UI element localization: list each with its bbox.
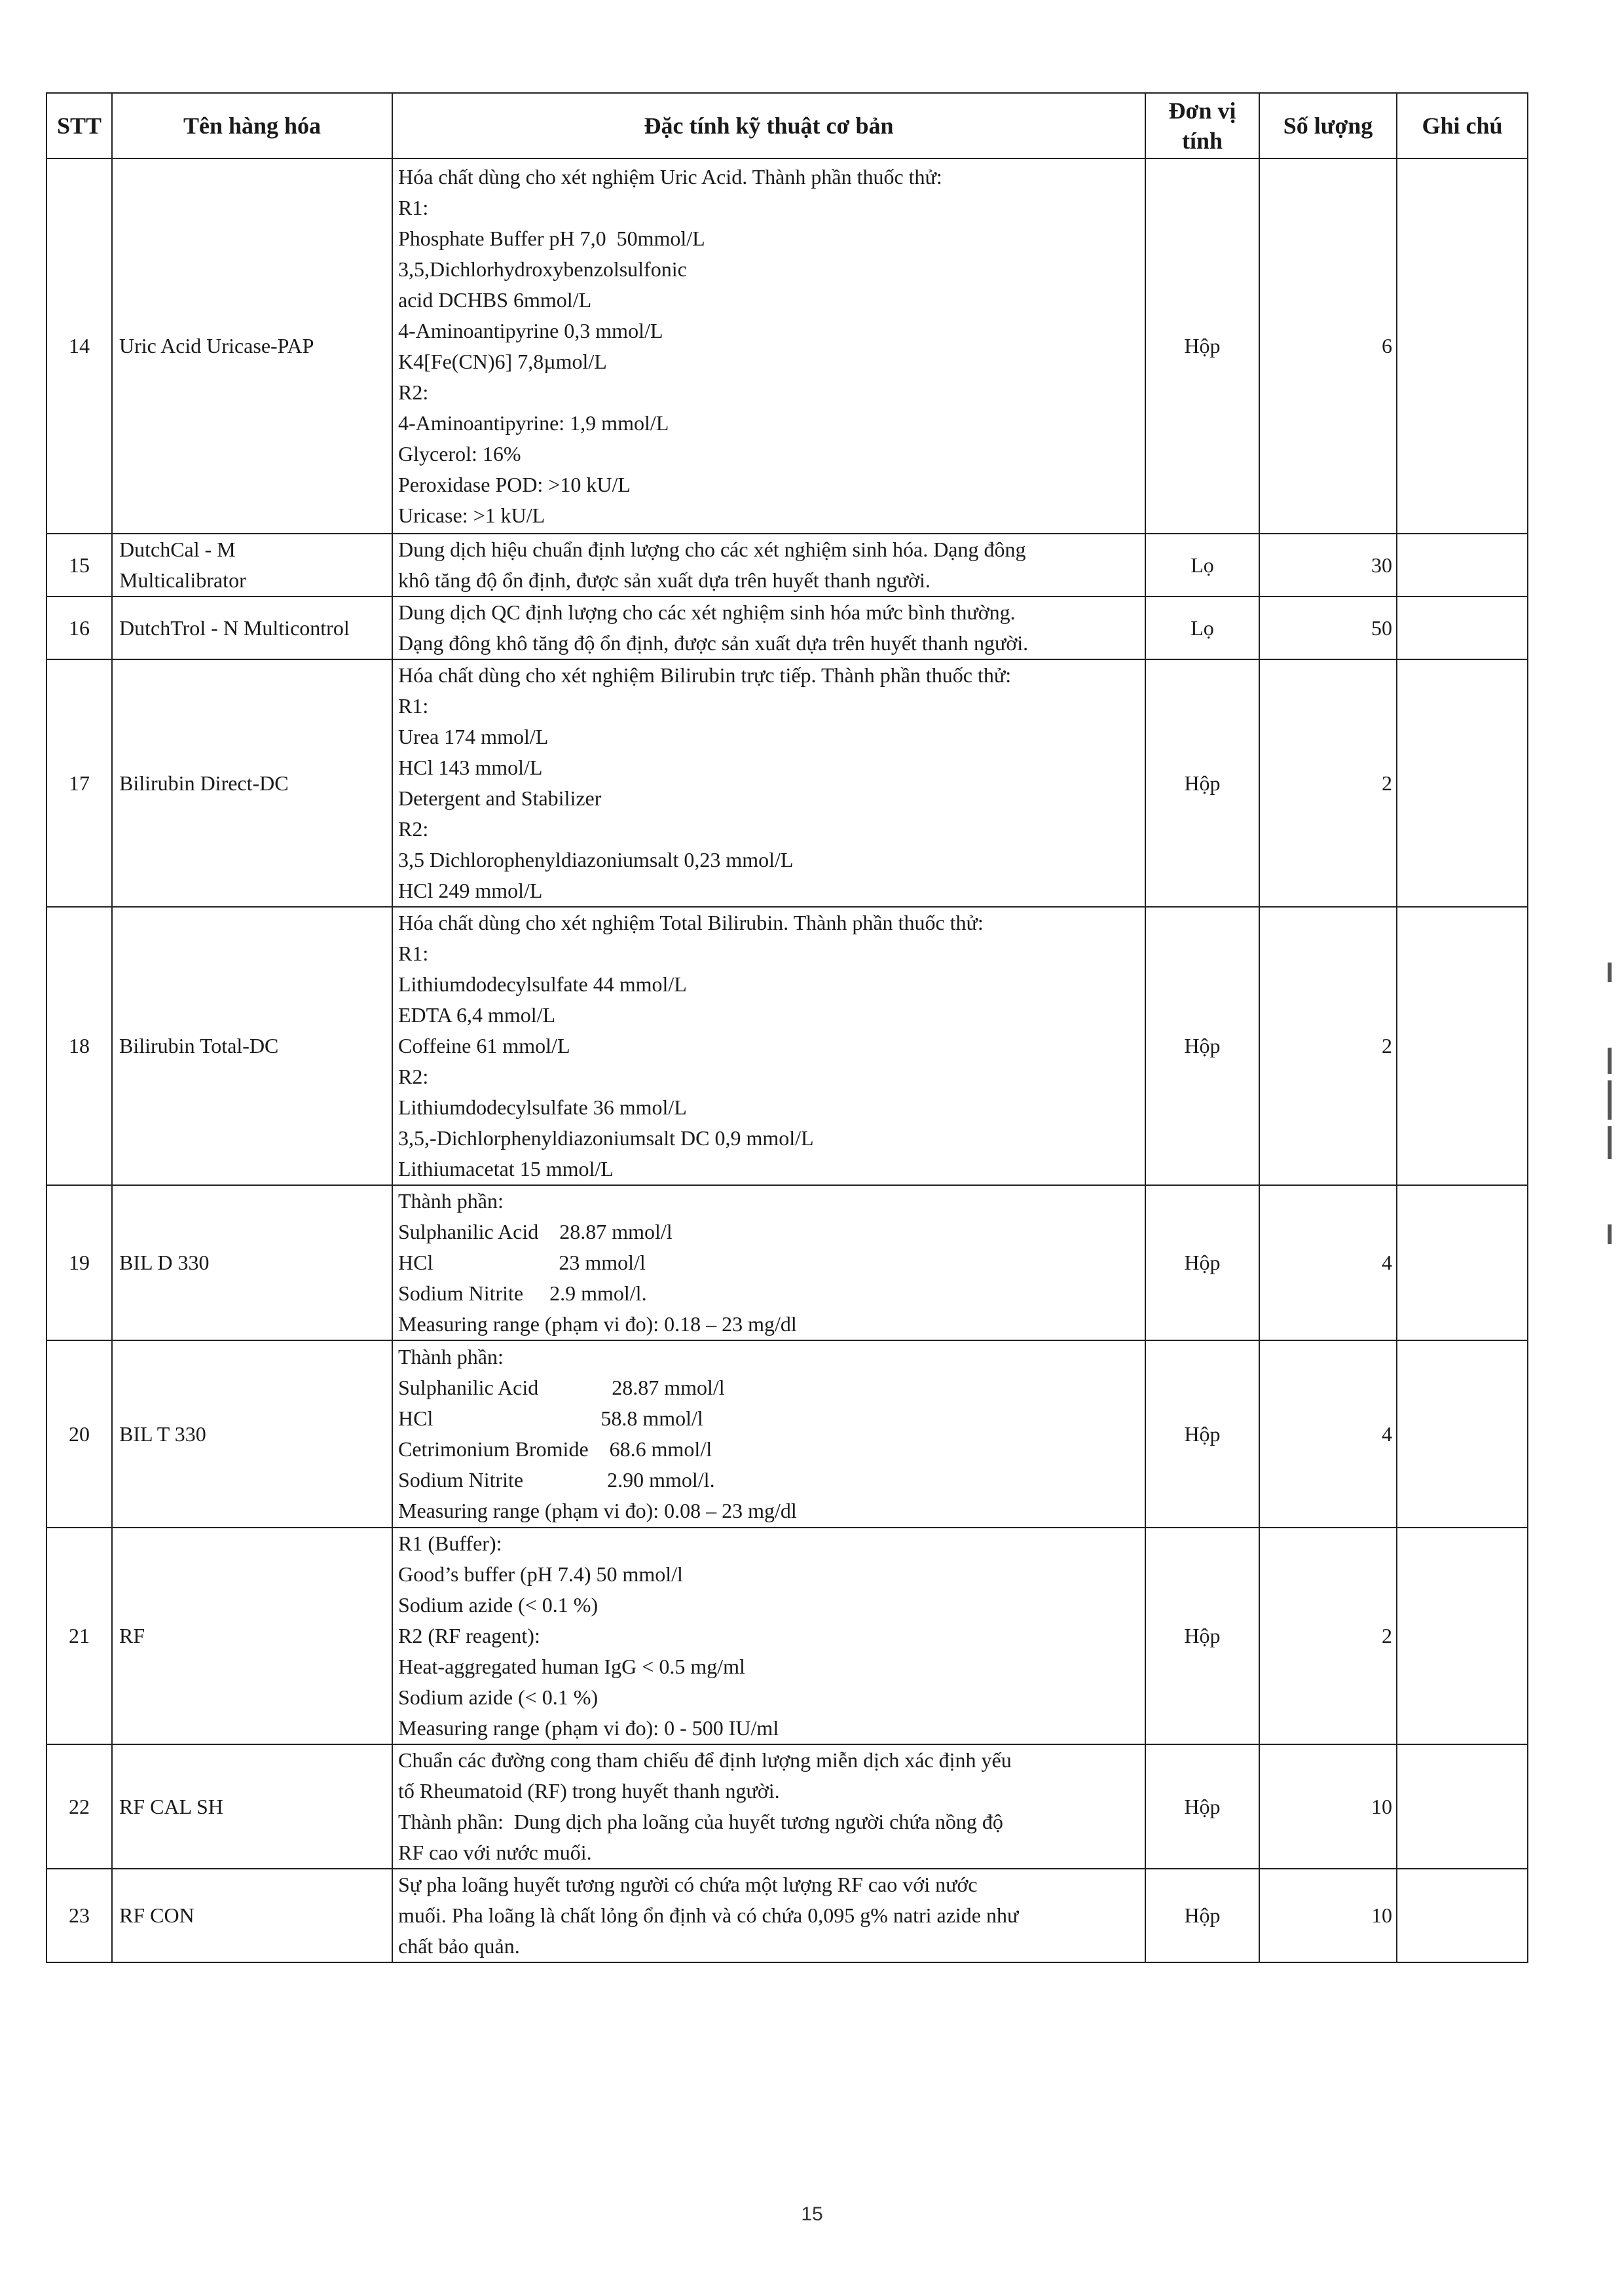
product-name-cell bbox=[112, 907, 392, 1185]
quantity-cell: 2 bbox=[1259, 1528, 1397, 1744]
spec-line: HCl 143 mmol/L bbox=[398, 756, 543, 779]
product-name-line: Multicalibrator bbox=[119, 568, 246, 592]
product-name-line: RF CON bbox=[119, 1903, 194, 1927]
scan-edge-mark bbox=[1608, 1126, 1612, 1159]
header-unit: Đơn vị tính bbox=[1145, 93, 1259, 158]
product-name-line: RF bbox=[119, 1624, 145, 1647]
spec-cell bbox=[392, 1185, 1145, 1340]
note-cell bbox=[1397, 534, 1528, 597]
note-cell bbox=[1397, 907, 1528, 1185]
table-row bbox=[46, 597, 1528, 659]
spec-line: Measuring range (phạm vi đo): 0 - 500 IU/ml bbox=[398, 1716, 779, 1740]
spec-line: Hóa chất dùng cho xét nghiệm Uric Acid. Thành phần thuốc thử: bbox=[398, 164, 942, 189]
spec-line: RF cao với nước muối. bbox=[398, 1841, 592, 1864]
note-cell bbox=[1397, 1528, 1528, 1744]
spec-line: chất bảo quản. bbox=[398, 1934, 520, 1958]
stt-cell: 16 bbox=[46, 597, 112, 659]
spec-cell bbox=[392, 659, 1145, 907]
page-number: 15 bbox=[801, 2203, 823, 2225]
spec-line: Thành phần: Dung dịch pha loãng của huyết tương người chứa nồng độ bbox=[398, 1810, 1003, 1833]
scan-edge-mark bbox=[1608, 1080, 1612, 1120]
spec-line: Measuring range (phạm vi đo): 0.08 – 23 mg/dl bbox=[398, 1499, 797, 1522]
technical-spec-table bbox=[46, 92, 1528, 1963]
spec-line: R1: bbox=[398, 942, 429, 965]
product-name-line: Bilirubin Total-DC bbox=[119, 1034, 279, 1057]
product-name-line: BIL D 330 bbox=[119, 1251, 210, 1274]
spec-line: Sodium Nitrite 2.9 mmol/l. bbox=[398, 1281, 647, 1305]
table-body bbox=[46, 158, 1528, 1962]
product-name-cell bbox=[112, 534, 392, 597]
product-name-line: DutchCal - M bbox=[119, 538, 236, 561]
spec-line: Good’s buffer (pH 7.4) 50 mmol/l bbox=[398, 1562, 683, 1586]
header-product-name: Tên hàng hóa bbox=[112, 93, 392, 158]
stt-cell: 15 bbox=[46, 534, 112, 597]
quantity-cell: 2 bbox=[1259, 659, 1397, 907]
product-name-line: Bilirubin Direct-DC bbox=[119, 771, 289, 795]
spec-line: Heat-aggregated human IgG < 0.5 mg/ml bbox=[398, 1655, 745, 1678]
table-row bbox=[46, 1744, 1528, 1869]
product-name-cell bbox=[112, 597, 392, 659]
spec-line: Thành phần: bbox=[398, 1345, 504, 1368]
spec-line: Measuring range (phạm vi đo): 0.18 – 23 mg/dl bbox=[398, 1312, 797, 1336]
unit-cell: Hộp bbox=[1145, 1528, 1259, 1744]
note-cell bbox=[1397, 597, 1528, 659]
spec-line: acid DCHBS 6mmol/L bbox=[398, 287, 592, 312]
stt-cell: 19 bbox=[46, 1185, 112, 1340]
spec-line: muối. Pha loãng là chất lỏng ổn định và có chứa 0,095 g% natri azide như bbox=[398, 1903, 1019, 1927]
spec-line: 4-Aminoantipyrine: 1,9 mmol/L bbox=[398, 411, 669, 435]
spec-line: Sulphanilic Acid 28.87 mmol/l bbox=[398, 1376, 725, 1399]
spec-line: Sodium azide (< 0.1 %) bbox=[398, 1685, 599, 1709]
spec-line: Thành phần: bbox=[398, 1189, 504, 1213]
quantity-cell: 10 bbox=[1259, 1744, 1397, 1869]
spec-line: tố Rheumatoid (RF) trong huyết thanh người. bbox=[398, 1779, 780, 1803]
header-note: Ghi chú bbox=[1397, 93, 1528, 158]
spec-cell bbox=[392, 597, 1145, 659]
product-name-line: RF CAL SH bbox=[119, 1794, 223, 1818]
spec-line: K4[Fe(CN)6] 7,8µmol/L bbox=[398, 349, 607, 373]
table-row bbox=[46, 659, 1528, 907]
header-quantity: Số lượng bbox=[1259, 93, 1397, 158]
quantity-cell: 10 bbox=[1259, 1869, 1397, 1962]
header-stt: STT bbox=[46, 93, 112, 158]
spec-line: Coffeine 61 mmol/L bbox=[398, 1034, 570, 1057]
spec-line: HCl 23 mmol/l bbox=[398, 1251, 646, 1274]
stt-cell: 14 bbox=[46, 158, 112, 534]
quantity-cell: 30 bbox=[1259, 534, 1397, 597]
unit-cell: Hộp bbox=[1145, 1340, 1259, 1528]
unit-cell: Hộp bbox=[1145, 1185, 1259, 1340]
spec-line: 4-Aminoantipyrine 0,3 mmol/L bbox=[398, 318, 663, 342]
spec-line: Dạng đông khô tăng độ ổn định, được sản xuất dựa trên huyết thanh người. bbox=[398, 631, 1029, 655]
note-cell bbox=[1397, 659, 1528, 907]
unit-cell: Hộp bbox=[1145, 1744, 1259, 1869]
spec-cell bbox=[392, 1528, 1145, 1744]
quantity-cell: 4 bbox=[1259, 1185, 1397, 1340]
stt-cell: 22 bbox=[46, 1744, 112, 1869]
spec-line: Lithiumacetat 15 mmol/L bbox=[398, 1157, 614, 1181]
scan-edge-mark bbox=[1608, 1224, 1612, 1244]
spec-line: Sulphanilic Acid 28.87 mmol/l bbox=[398, 1220, 673, 1243]
table-row bbox=[46, 1340, 1528, 1528]
note-cell bbox=[1397, 1340, 1528, 1528]
stt-cell: 17 bbox=[46, 659, 112, 907]
product-name-cell bbox=[112, 1185, 392, 1340]
stt-cell: 23 bbox=[46, 1869, 112, 1962]
quantity-cell: 50 bbox=[1259, 597, 1397, 659]
spec-line: Hóa chất dùng cho xét nghiệm Bilirubin trực tiếp. Thành phần thuốc thử: bbox=[398, 663, 1012, 687]
spec-line: 3,5,-Dichlorphenyldiazoniumsalt DC 0,9 mmol/L bbox=[398, 1126, 814, 1150]
spec-cell bbox=[392, 1869, 1145, 1962]
spec-line: Hóa chất dùng cho xét nghiệm Total Bilirubin. Thành phần thuốc thử: bbox=[398, 911, 984, 934]
spec-line: Dung dịch QC định lượng cho các xét nghiệm sinh hóa mức bình thường. bbox=[398, 600, 1016, 624]
product-name-cell bbox=[112, 659, 392, 907]
spec-cell bbox=[392, 1744, 1145, 1869]
spec-line: R1: bbox=[398, 195, 429, 219]
spec-line: Detergent and Stabilizer bbox=[398, 786, 602, 810]
spec-line: Dung dịch hiệu chuẩn định lượng cho các xét nghiệm sinh hóa. Dạng đông bbox=[398, 538, 1026, 561]
note-cell bbox=[1397, 1185, 1528, 1340]
unit-cell: Lọ bbox=[1145, 534, 1259, 597]
spec-line: HCl 249 mmol/L bbox=[398, 879, 543, 902]
scan-edge-mark bbox=[1608, 963, 1612, 982]
spec-line: Lithiumdodecylsulfate 36 mmol/L bbox=[398, 1095, 687, 1119]
table-row bbox=[46, 1185, 1528, 1340]
table-row bbox=[46, 534, 1528, 597]
table-row bbox=[46, 1869, 1528, 1962]
product-name-line: DutchTrol - N Multicontrol bbox=[119, 615, 350, 640]
product-name-cell bbox=[112, 1744, 392, 1869]
spec-line: HCl 58.8 mmol/l bbox=[398, 1406, 703, 1430]
spec-line: Glycerol: 16% bbox=[398, 441, 521, 466]
table-row bbox=[46, 158, 1528, 534]
product-name-line: Uric Acid Uricase-PAP bbox=[119, 334, 314, 358]
spec-line: Sodium Nitrite 2.90 mmol/l. bbox=[398, 1468, 715, 1492]
unit-cell: Hộp bbox=[1145, 659, 1259, 907]
quantity-cell: 6 bbox=[1259, 158, 1397, 534]
spec-line: Lithiumdodecylsulfate 44 mmol/L bbox=[398, 972, 687, 996]
product-name-cell bbox=[112, 158, 392, 534]
scan-edge-mark bbox=[1608, 1048, 1612, 1074]
spec-line: 3,5 Dichlorophenyldiazoniumsalt 0,23 mmol/L bbox=[398, 848, 794, 872]
spec-line: Uricase: >1 kU/L bbox=[398, 503, 545, 527]
quantity-cell: 4 bbox=[1259, 1340, 1397, 1528]
header-spec: Đặc tính kỹ thuật cơ bản bbox=[392, 93, 1145, 158]
spec-line: R2: bbox=[398, 1065, 429, 1088]
spec-line: EDTA 6,4 mmol/L bbox=[398, 1003, 556, 1027]
note-cell bbox=[1397, 158, 1528, 534]
spec-line: Cetrimonium Bromide 68.6 mmol/l bbox=[398, 1437, 712, 1461]
table-header-row bbox=[46, 93, 1528, 158]
spec-cell bbox=[392, 158, 1145, 534]
spec-line: R2 (RF reagent): bbox=[398, 1624, 540, 1647]
spec-cell bbox=[392, 1340, 1145, 1528]
spec-cell bbox=[392, 534, 1145, 597]
spec-line: R2: bbox=[398, 380, 429, 404]
quantity-cell: 2 bbox=[1259, 907, 1397, 1185]
spec-line: R1: bbox=[398, 694, 429, 718]
product-name-line: BIL T 330 bbox=[119, 1422, 206, 1446]
spec-line: Urea 174 mmol/L bbox=[398, 725, 549, 748]
product-name-cell bbox=[112, 1528, 392, 1744]
unit-cell: Lọ bbox=[1145, 597, 1259, 659]
unit-cell: Hộp bbox=[1145, 907, 1259, 1185]
stt-cell: 20 bbox=[46, 1340, 112, 1528]
note-cell bbox=[1397, 1869, 1528, 1962]
stt-cell: 21 bbox=[46, 1528, 112, 1744]
unit-cell: Hộp bbox=[1145, 1869, 1259, 1962]
spec-cell bbox=[392, 907, 1145, 1185]
spec-line: Phosphate Buffer pH 7,0 50mmol/L bbox=[398, 226, 705, 250]
table-row bbox=[46, 1528, 1528, 1744]
unit-cell: Hộp bbox=[1145, 158, 1259, 534]
table-row bbox=[46, 907, 1528, 1185]
product-name-cell bbox=[112, 1340, 392, 1528]
spec-line: Chuẩn các đường cong tham chiếu để định lượng miễn dịch xác định yếu bbox=[398, 1748, 1012, 1772]
spec-line: Sự pha loãng huyết tương người có chứa một lượng RF cao với nước bbox=[398, 1873, 978, 1896]
spec-line: khô tăng độ ổn định, được sản xuất dựa trên huyết thanh người. bbox=[398, 568, 931, 592]
spec-line: Peroxidase POD: >10 kU/L bbox=[398, 472, 631, 496]
spec-line: R2: bbox=[398, 817, 429, 841]
stt-cell: 18 bbox=[46, 907, 112, 1185]
note-cell bbox=[1397, 1744, 1528, 1869]
spec-line: R1 (Buffer): bbox=[398, 1532, 502, 1555]
product-name-cell bbox=[112, 1869, 392, 1962]
spec-line: Sodium azide (< 0.1 %) bbox=[398, 1593, 599, 1617]
spec-line: 3,5,Dichlorhydroxybenzolsulfonic bbox=[398, 257, 687, 281]
